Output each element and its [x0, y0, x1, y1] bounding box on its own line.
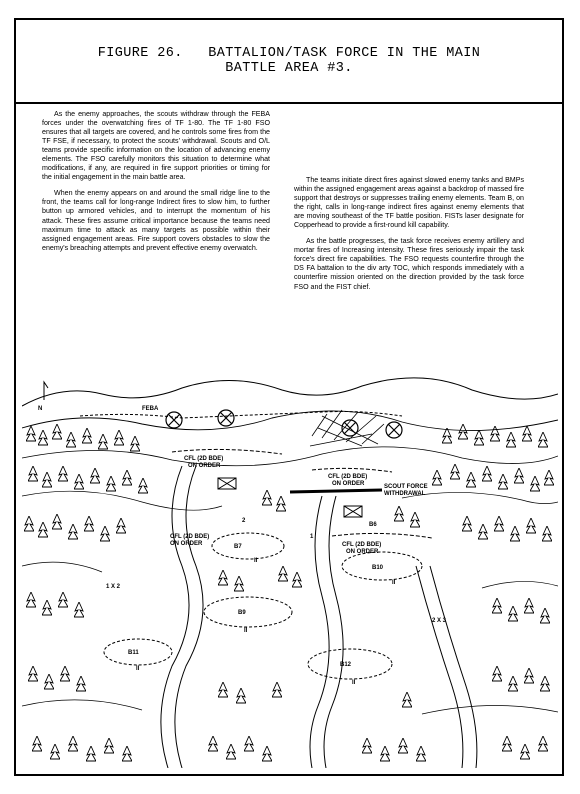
unit-boundary-label: 2 X 3: [432, 618, 447, 624]
cfl-label: ON ORDER: [188, 463, 221, 469]
scout-label: SCOUT FORCE: [384, 484, 428, 490]
terrain-contour: [22, 491, 558, 714]
feba-label: FEBA: [142, 406, 159, 412]
cfl-label: ON ORDER: [346, 549, 379, 555]
road: [416, 566, 463, 768]
battle-area-illustration: [22, 366, 558, 768]
cfl-line: [172, 449, 282, 454]
battle-position-label: B7: [234, 544, 242, 550]
hill-line: [22, 447, 558, 466]
scout-withdrawal-line: [290, 490, 382, 492]
title-line-2: BATTLE AREA #3.: [225, 61, 353, 76]
unit-boundary-label: 1 X 2: [106, 584, 121, 590]
boundary-label: II: [254, 558, 258, 564]
paragraph: When the enemy appears on and around the small ridge line to the front, the teams call for long-range Indirect fires to slow him, to further button up armored vehicles, and to interrupt the momentum of his attack. These fires assume critical importance because the teams need maximum time to attack as many targets as possible within their assigned engagement areas. Fire support covers obstacles to slow the enemy's breaching attempts and prevent effective enemy overwatch.: [42, 189, 270, 252]
text-column-right: [294, 176, 524, 299]
paragraph: As the enemy approaches, the scouts withdraw through the FEBA forces under the overwatching fires of TF 1-80. The TF 1-80 FSO ensures that all targets are covered, and he controls some fires from the TF FSE, if necessary, to protect the scouts' withdrawal. Scouts and O/L teams provide specific information on the location of advancing enemy elements. The FSO carefully monitors this situation to determine what modifications, if any, are required in fire support priorities or timing for the initial engagement in the main battle area.: [42, 110, 270, 182]
road: [324, 496, 343, 768]
cfl-line: [332, 533, 432, 538]
scout-label: WITHDRAWAL: [384, 491, 426, 497]
paragraph: The teams initiate direct fires against slowed enemy tanks and BMPs within the assigned engagement areas against a backdrop of massed fire support that destroys or suppresses trailing enemy elements. Team B, on the right, calls in long-range indirect fires against enemy elements that are moving southeast of the TF battle position. FISTs laser designate for Copperhead to provide a first-round kill capability.: [294, 176, 524, 230]
cfl-line: [312, 468, 392, 472]
grid-number: 1: [310, 534, 314, 540]
fire-burst-cluster: [310, 410, 384, 446]
title-line-1: FIGURE 26. BATTALION/TASK FORCE IN THE MAIN: [97, 46, 481, 61]
battle-position-label: B6: [369, 522, 377, 528]
figure-title: [16, 46, 562, 76]
tree-cluster: [24, 424, 554, 761]
text-column-left: [42, 110, 270, 260]
battle-position-label: B11: [128, 650, 139, 656]
north-label: N: [38, 406, 43, 412]
boundary-label: II: [352, 680, 356, 686]
cfl-label: CFL (2D BDE): [328, 474, 368, 480]
battle-position-label: B12: [340, 662, 352, 668]
battle-position-label: B9: [238, 610, 246, 616]
battle-position-label: B10: [372, 565, 384, 571]
cfl-label: ON ORDER: [170, 541, 203, 547]
road: [430, 566, 477, 768]
figure-header: [16, 20, 562, 104]
paragraph: As the battle progresses, the task force receives enemy artillery and mortar fires of Increasing intensity. These fires seriously impair the task force's direct fire capabilities. The FSO requests counterfire through the DS FA battalion to the div arty TOC, which responds immediately with a counterfire mission oriented on the direction provided by the task force FSO and the FIST chief.: [294, 237, 524, 291]
grid-number: 2: [242, 518, 246, 524]
cfl-label: CFL (2D BDE): [170, 534, 210, 540]
boundary-label: II: [244, 628, 248, 634]
cfl-label: CFL (2D BDE): [342, 542, 382, 548]
road: [175, 466, 203, 768]
north-arrow-icon: [44, 382, 48, 400]
cfl-label: CFL (2D BDE): [184, 456, 224, 462]
cfl-label: ON ORDER: [332, 481, 365, 487]
hill-line: [22, 378, 558, 406]
boundary-label: II: [136, 666, 140, 672]
boundary-label: II: [392, 580, 396, 586]
